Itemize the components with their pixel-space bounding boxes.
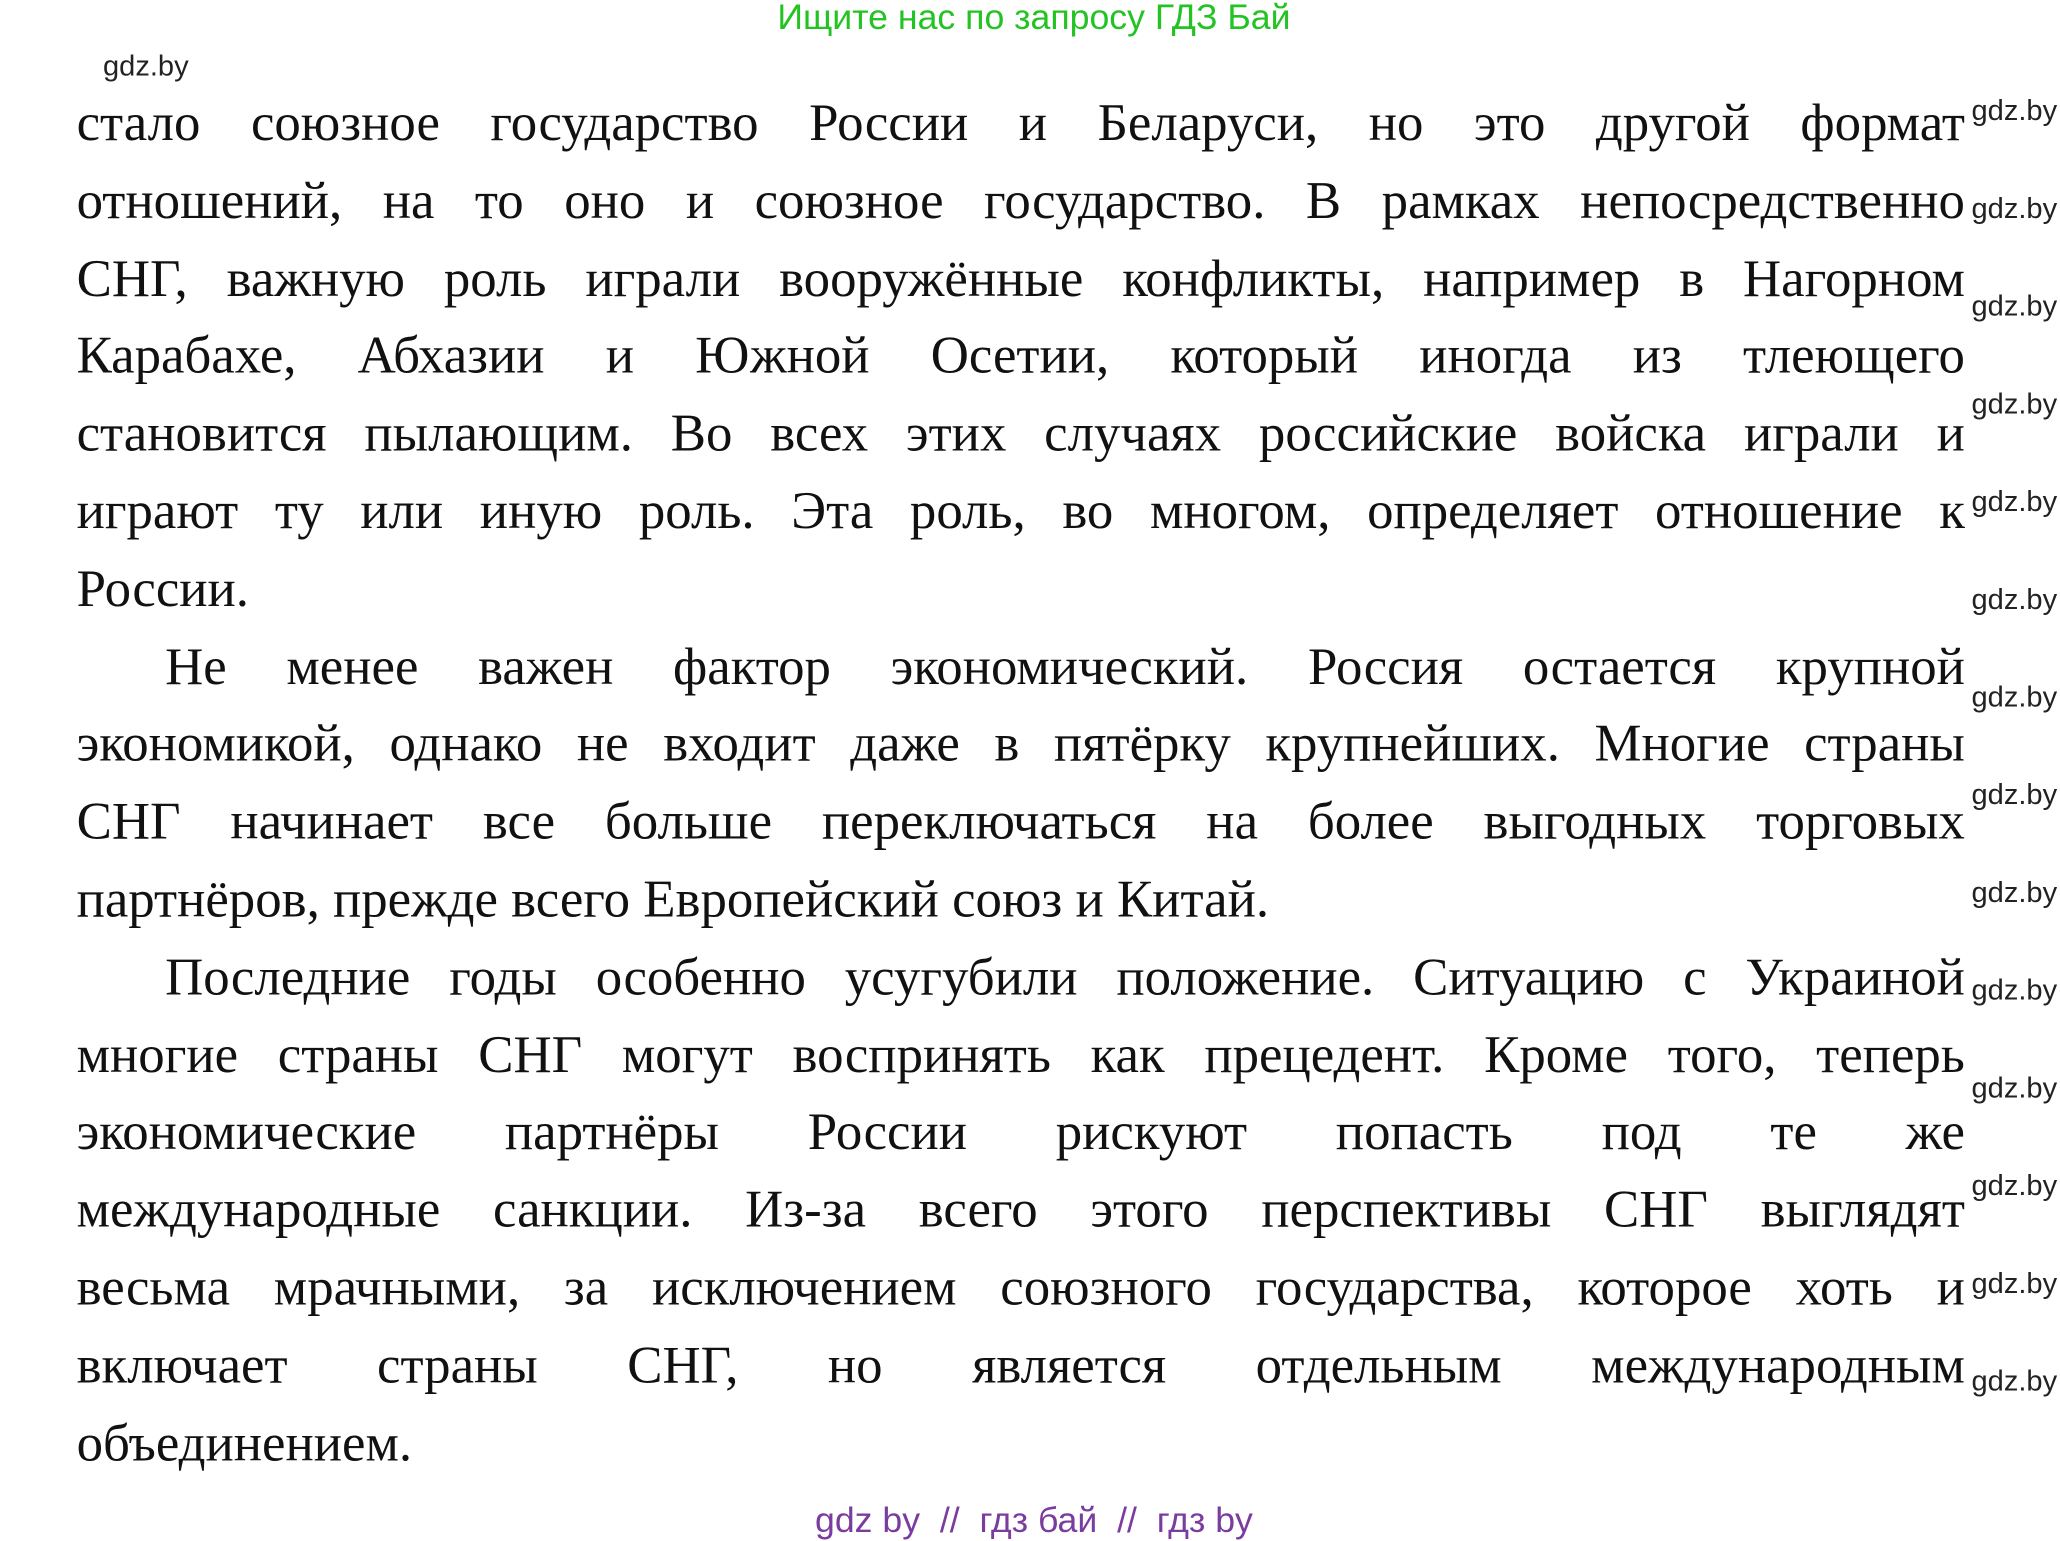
watermark: gdz.by	[1971, 973, 2058, 1007]
text-line: международные санкции. Из-за всего этого перспективы СНГ выглядят	[76, 1179, 1965, 1239]
watermark: gdz.by	[1971, 484, 2058, 518]
watermark: gdz.by	[102, 48, 189, 82]
text-line: играют ту или иную роль. Эта роль, во многом, определяет отношение к	[76, 480, 1965, 541]
text-line: Карабахе, Абхазии и Южной Осетии, который иногда из тлеющего	[76, 325, 1965, 385]
search-banner[interactable]: Ищите нас по запросу ГДЗ Бай	[777, 0, 1291, 37]
watermark: gdz.by	[1971, 680, 2058, 714]
watermark: gdz.by	[1971, 386, 2058, 420]
text-line: партнёров, прежде всего Европейский союз и Китай.	[76, 868, 1270, 929]
text-line: отношений, на то оно и союзное государство. В рамках непосредственно	[76, 170, 1965, 230]
text-line: СНГ, важную роль играли вооружённые конфликты, например в Нагорном	[76, 247, 1965, 308]
text-line: экономические партнёры России рискуют попасть под те же	[76, 1101, 1965, 1162]
watermark: gdz.by	[1971, 777, 2058, 811]
text-line: многие страны СНГ могут воспринять как прецедент. Кроме того, теперь	[76, 1024, 1965, 1084]
watermark: gdz.by	[1971, 875, 2058, 909]
watermark: gdz.by	[1971, 1266, 2058, 1300]
watermark: gdz.by	[1971, 582, 2058, 616]
text-line: Последние годы особенно усугубили положение. Ситуацию с Украиной	[165, 946, 1965, 1006]
watermark: gdz.by	[1971, 289, 2058, 323]
text-line: СНГ начинает все больше переключаться на более выгодных торговых	[76, 791, 1965, 851]
watermark: gdz.by	[1971, 1364, 2058, 1398]
text-line: включает страны СНГ, но является отдельным международным	[76, 1334, 1965, 1395]
text-line: становится пылающим. Во всех этих случаях российские войска играли и	[76, 403, 1965, 463]
text-line: стало союзное государство России и Беларуси, но это другой формат	[76, 92, 1965, 152]
text-line: объединением.	[76, 1412, 413, 1472]
watermark: gdz.by	[1971, 191, 2058, 225]
text-line: весьма мрачными, за исключением союзного государства, которое хоть и	[76, 1257, 1965, 1317]
watermark: gdz.by	[1971, 1070, 2058, 1104]
watermark: gdz.by	[1971, 93, 2058, 127]
watermark: gdz.by	[1971, 1168, 2058, 1202]
footer-links[interactable]: gdz by // гдз бай // гдз by	[815, 1500, 1253, 1540]
text-line: экономикой, однако не входит даже в пятёрку крупнейших. Многие страны	[76, 713, 1965, 774]
text-line: Не менее важен фактор экономический. Россия остается крупной	[165, 635, 1965, 696]
text-line: России.	[76, 558, 250, 618]
